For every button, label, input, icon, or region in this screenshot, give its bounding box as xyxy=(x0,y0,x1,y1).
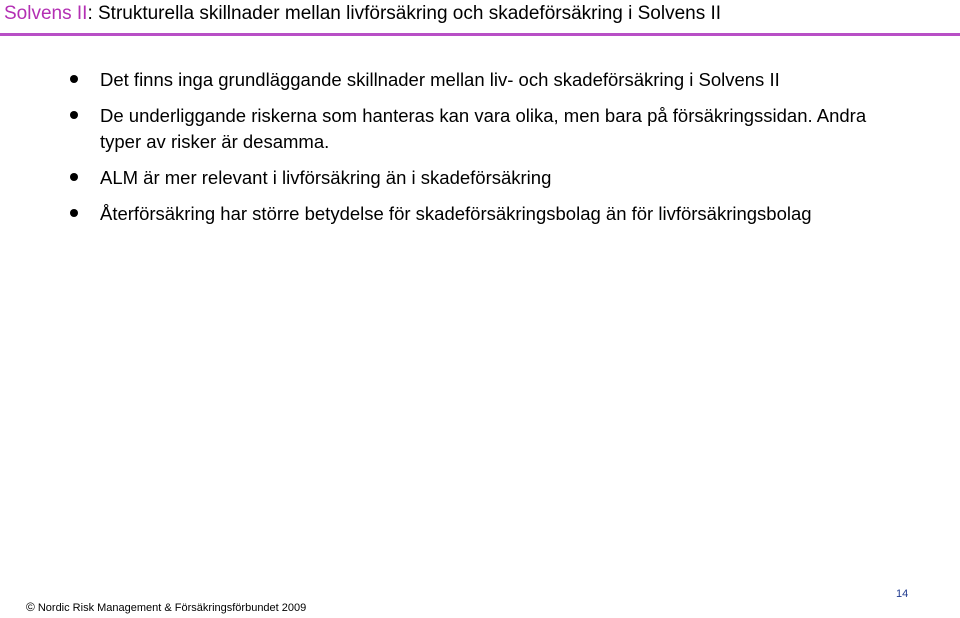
page-number: 14 xyxy=(896,588,909,600)
bullet-dot-icon xyxy=(70,75,78,83)
bullet-dot-icon xyxy=(70,173,78,181)
bullet-dot-icon xyxy=(70,209,78,217)
bullet-dot-icon xyxy=(70,111,78,119)
bullet-item xyxy=(0,165,880,191)
bullet-item xyxy=(0,103,880,155)
bullet-text: Återförsäkring har större betydelse för skadeförsäkringsbolag än för livförsäkringsbolag xyxy=(100,203,812,224)
slide-title-rest: : Strukturella skillnader mellan livförsäkring och skadeförsäkring i Solvens II xyxy=(87,3,722,24)
slide-title-prefix: Solvens II xyxy=(4,3,88,24)
copyright-icon: © xyxy=(26,600,35,614)
bullet-item xyxy=(0,67,880,93)
footer-text: Nordic Risk Management & Försäkringsförbundet 2009 xyxy=(37,602,307,614)
bullet-item xyxy=(0,201,880,227)
slide-title xyxy=(4,2,721,26)
bullet-text: De underliggande riskerna som hanteras kan vara olika, men bara på försäkringssidan. Andra typer av risker är desamma. xyxy=(100,105,867,152)
title-divider xyxy=(0,33,960,36)
bullet-text: ALM är mer relevant i livförsäkring än i skadeförsäkring xyxy=(100,167,552,188)
bullet-text: Det finns inga grundläggande skillnader mellan liv- och skadeförsäkring i Solvens II xyxy=(100,69,780,90)
bullet-list xyxy=(0,67,960,237)
footer xyxy=(26,600,306,615)
